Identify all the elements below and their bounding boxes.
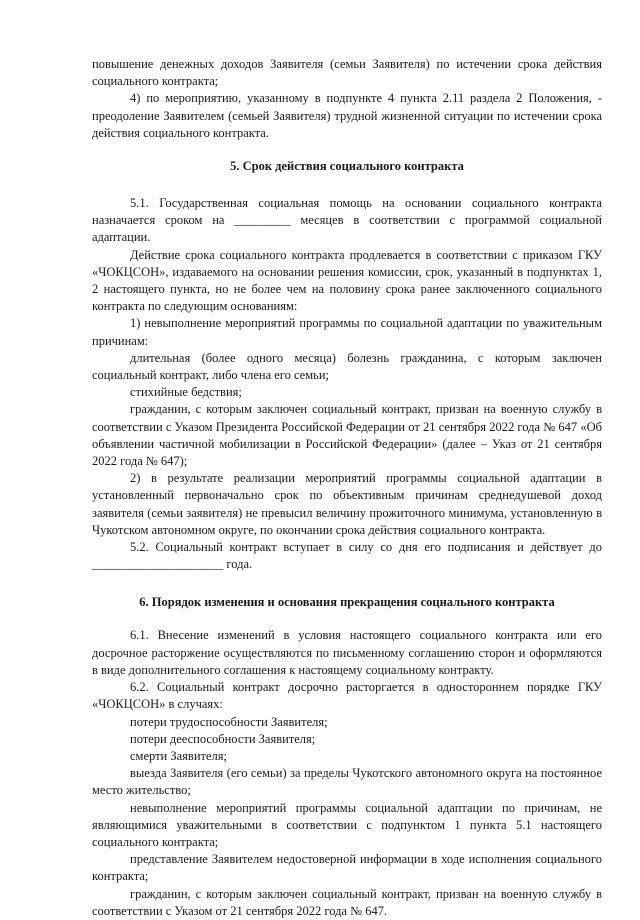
section-5-paragraph-8: 5.2. Социальный контракт вступает в силу со дня его подписания и действует до _____________________ года. — [92, 540, 602, 572]
intro-paragraph-1: повышение денежных доходов Заявителя (семьи Заявителя) по истечении срока действия социального контракта; — [92, 57, 602, 89]
section-6-paragraph-1: 6.1. Внесение изменений в условия настоящего социального контракта или его досрочное расторжение осуществляются по письменному соглашению сторон и оформляются в виде дополнительного соглашения к настоящему социальному контракту. — [92, 628, 602, 677]
section-5-paragraph-3: 1) невыполнение мероприятий программы по социальной адаптации по уважительным причинам: — [92, 316, 602, 348]
section-6-heading: 6. Порядок изменения и основания прекращения социального контракта — [139, 595, 555, 610]
section-6-paragraph-8: представление Заявителем недостоверной информации в ходе исполнения социального контракта; — [92, 852, 602, 884]
section-6-paragraph-2: 6.2. Социальный контракт досрочно расторгается в одностороннем порядке ГКУ «ЧОКЦСОН» в случаях: — [92, 680, 602, 712]
section-5-paragraph-7: 2) в результате реализации мероприятий программы социальной адаптации в установленный первоначально срок по объективным причинам среднедушевой доход заявителя (семьи заявителя) не превысил величину прожиточного минимума, установленную в Чукотском автономном округе, по окончании срока действия социального контракта. — [92, 471, 602, 537]
document-body — [92, 56, 602, 920]
section-6-paragraph-7: невыполнение мероприятий программы социальной адаптации по причинам, не являющимися уважительными в соответствии с подпунктом 1 пункта 5.1 настоящего социального контракта; — [92, 800, 602, 849]
section-5-paragraph-1: 5.1. Государственная социальная помощь на основании социального контракта назначается сроком на _________ месяцев в соответствии с программой социальной адаптации. — [92, 196, 602, 245]
section-6-paragraph-3: потери трудоспособности Заявителя; — [130, 714, 328, 729]
intro-paragraph-2: 4) по мероприятию, указанному в подпункте 4 пункта 2.11 раздела 2 Положения, - преодоление Заявителем (семьей Заявителя) трудной жизненной ситуации по истечении срока действия социального контракта. — [92, 91, 602, 140]
section-6-paragraph-5: смерти Заявителя; — [130, 748, 227, 763]
section-6-paragraph-4: потери дееспособности Заявителя; — [130, 731, 316, 746]
section-5-paragraph-4: длительная (более одного месяца) болезнь гражданина, с которым заключен социальный контракт, либо члена его семьи; — [92, 350, 602, 383]
section-5-paragraph-5: стихийные бедствия; — [130, 385, 242, 400]
section-6-paragraph-9: гражданин, с которым заключен социальный контракт, призван на военную службу в соответствии с Указом от 21 сентября 2022 года № 647. — [92, 886, 602, 918]
section-6-paragraph-6: выезда Заявителя (его семьи) за пределы Чукотского автономного округа на постоянное место жительство; — [92, 766, 602, 798]
section-5-paragraph-2: Действие срока социального контракта продлевается в соответствии с приказом ГКУ «ЧОКЦСОН», издаваемого на основании решения комиссии, срок, указанный в подпунктах 1, 2 настоящего пункта, но не более чем на половину срока ранее заключенного социального контракта по следующим основаниям: — [92, 247, 602, 314]
section-5-heading: 5. Срок действия социального контракта — [230, 159, 464, 174]
section-5-paragraph-6: гражданин, с которым заключен социальный контракт, призван на военную службу в соответствии с Указом Президента Российской Федерации от 21 сентября 2022 года № 647 «Об объявлении частичной мобилизации в Российской Федерации» (далее – Указ от 21 сентября 2022 года № 647); — [92, 402, 602, 469]
